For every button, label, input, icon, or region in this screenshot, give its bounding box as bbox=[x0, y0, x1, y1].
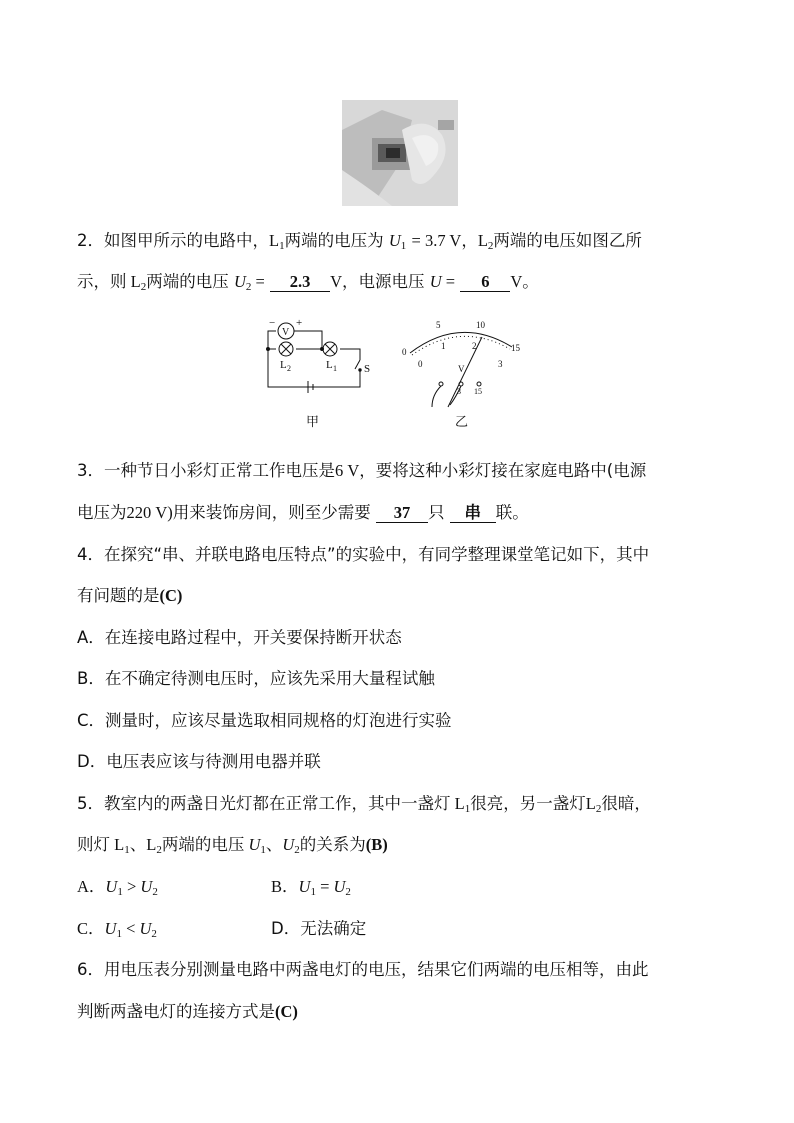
svg-text:10: 10 bbox=[476, 320, 485, 330]
q4-option-b: B．在不确定待测电压时，应该先采用大量程试触 bbox=[77, 669, 435, 688]
q5-line-1: 5．教室内的两盏日光灯都在正常工作，其中一盏灯 $L_1$很亮，另一盏灯$L_2$很暗， bbox=[77, 794, 651, 815]
svg-text:2: 2 bbox=[472, 341, 477, 351]
svg-text:2: 2 bbox=[287, 364, 291, 373]
q5-option-a: A．$U_1 > U_2$ bbox=[77, 877, 158, 898]
q5-option-b: B．$U_1 = U_2$ bbox=[271, 877, 351, 898]
svg-text:+: + bbox=[296, 317, 303, 329]
svg-text:L: L bbox=[326, 359, 333, 371]
q3-answer-2: 串 bbox=[450, 504, 496, 523]
svg-text:V: V bbox=[458, 364, 465, 374]
svg-text:5: 5 bbox=[436, 320, 441, 330]
q3-answer-1: 37 bbox=[376, 504, 428, 523]
circuit-figure bbox=[260, 315, 530, 430]
svg-text:1: 1 bbox=[441, 341, 446, 351]
svg-text:1: 1 bbox=[333, 364, 337, 373]
q5-option-d: D．无法确定 bbox=[271, 919, 367, 938]
svg-text:15: 15 bbox=[474, 387, 482, 396]
q3-line-1: 3．一种节日小彩灯正常工作电压是6 V，要将这种小彩灯接在家庭电路中(电源 bbox=[77, 461, 647, 480]
svg-text:−: − bbox=[269, 317, 276, 329]
svg-text:3: 3 bbox=[457, 387, 461, 396]
q4-answer: (C) bbox=[159, 586, 183, 605]
q6-line-1: 6．用电压表分别测量电路中两盏电灯的电压，结果它们两端的电压相等，由此 bbox=[77, 960, 649, 979]
svg-text:15: 15 bbox=[511, 343, 520, 353]
q4-line-1: 4．在探究“串、并联电路电压特点”的实验中，有同学整理课堂笔记如下，其中 bbox=[77, 545, 650, 564]
svg-text:S: S bbox=[364, 363, 371, 375]
q3-line-2: 电压为220 V)用来装饰房间，则至少需要 37 只 串 联。 bbox=[77, 503, 529, 522]
circuit-diagram bbox=[267, 317, 371, 393]
q2-line-1: 2．如图甲所示的电路中，$L_1$两端的电压为 $U_1 = 3.7$ V，$L_2$两端的电压如图乙所 bbox=[77, 231, 642, 252]
battery-photo bbox=[342, 100, 458, 206]
q5-answer: (B) bbox=[365, 835, 388, 854]
q6-line-2: 判断两盏电灯的连接方式是(C) bbox=[77, 1002, 298, 1021]
voltmeter-dial bbox=[402, 320, 521, 407]
q2-answer-1: 2.3 bbox=[270, 273, 330, 292]
q5-line-2: 则灯 $L_1$、$L_2$两端的电压 $U_1$、$U_2$的关系为(B) bbox=[77, 835, 388, 856]
q4-option-a: A．在连接电路过程中，开关要保持断开状态 bbox=[77, 628, 402, 647]
svg-text:V: V bbox=[282, 327, 290, 338]
svg-text:3: 3 bbox=[498, 359, 503, 369]
q2-answer-2: 6 bbox=[460, 273, 510, 292]
svg-text:0: 0 bbox=[402, 347, 407, 357]
svg-text:0: 0 bbox=[418, 359, 423, 369]
q2-line-2: 示，则 $L_2$两端的电压 $U_2 = 2.3$ V，电源电压 U = 6 V。 bbox=[77, 272, 539, 293]
q4-option-d: D．电压表应该与待测用电器并联 bbox=[77, 752, 321, 771]
svg-text:L: L bbox=[280, 359, 287, 371]
q4-option-c: C．测量时，应该尽量选取相同规格的灯泡进行实验 bbox=[77, 711, 452, 730]
figure-caption-yi: 乙 bbox=[455, 415, 469, 430]
q4-line-2: 有问题的是(C) bbox=[77, 586, 183, 605]
q6-answer: (C) bbox=[275, 1002, 298, 1021]
q5-option-c: C．$U_1 < U_2$ bbox=[77, 919, 157, 940]
figure-caption-jia: 甲 bbox=[306, 415, 320, 430]
